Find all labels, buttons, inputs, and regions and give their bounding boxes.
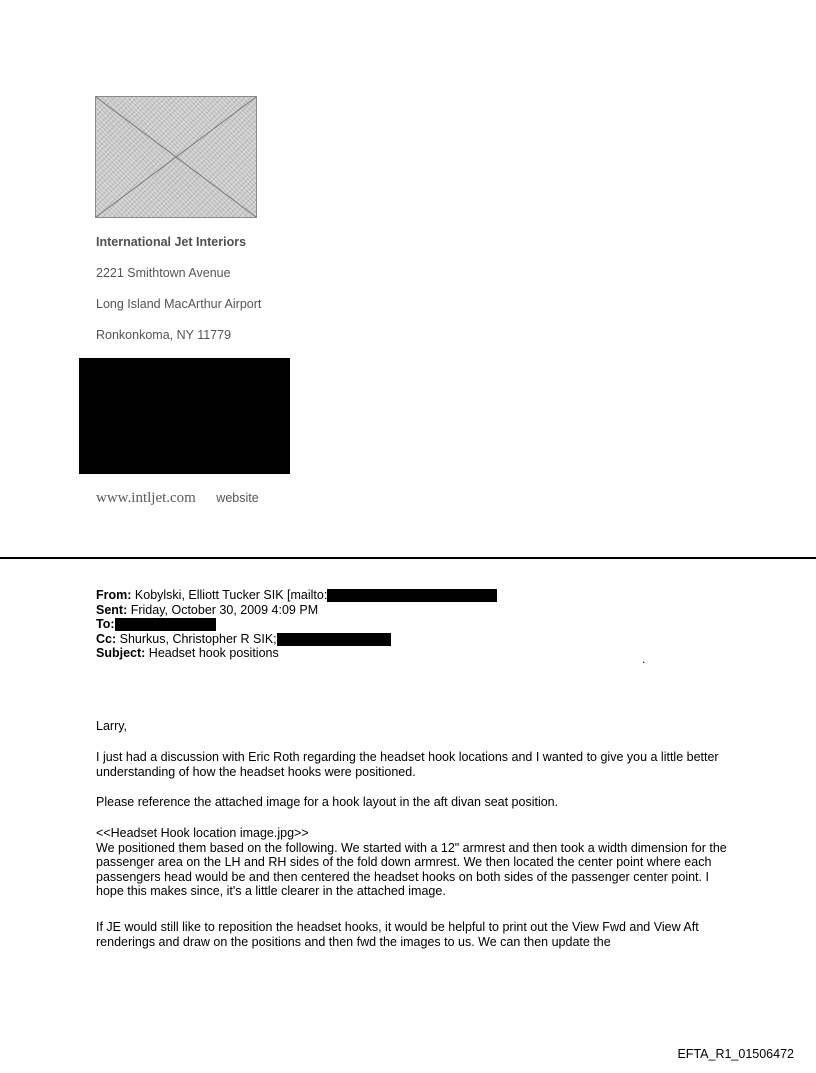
header-sent-row xyxy=(96,603,497,618)
signature-website-row xyxy=(96,489,259,507)
signature-city: Ronkonkoma, NY 11779 xyxy=(96,328,232,342)
email-salutation: Larry, xyxy=(96,719,128,733)
from-label: From: xyxy=(96,588,132,602)
signature-street: 2221 Smithtown Avenue xyxy=(96,266,231,280)
email-paragraph-2: Please reference the attached image for a hook layout in the aft divan seat position. xyxy=(96,795,559,809)
email-paragraph-4: If JE would still like to reposition the headset hooks, it would be helpful to print out the View Fwd and View Aft renderings and draw on the positions and then fwd the images to us. We can then update the xyxy=(96,920,699,949)
from-value: Kobylski, Elliott Tucker SIK [mailto: xyxy=(134,588,328,602)
attachment-reference[interactable]: <<Headset Hook location image.jpg>> xyxy=(96,826,309,840)
broken-image-placeholder xyxy=(95,96,257,218)
redaction-from-email xyxy=(327,589,497,602)
header-from-row xyxy=(96,588,497,603)
subject-value: Headset hook positions xyxy=(148,646,279,660)
redaction-cc-email xyxy=(277,633,391,646)
stray-mark: . xyxy=(642,652,646,666)
header-subject-row xyxy=(96,646,497,661)
signature-company: International Jet Interiors xyxy=(96,235,247,249)
to-label: To: xyxy=(96,617,115,631)
cc-label: Cc: xyxy=(96,631,117,646)
redaction-block xyxy=(79,358,290,474)
email-paragraph-3 xyxy=(96,826,736,899)
redaction-to-email xyxy=(115,618,216,631)
sent-label: Sent: xyxy=(96,602,128,617)
subject-label: Subject: xyxy=(96,646,146,660)
header-cc-row xyxy=(96,632,497,647)
section-divider xyxy=(0,557,816,559)
cc-value: Shurkus, Christopher R SIK; xyxy=(119,631,277,646)
sent-value: Friday, October 30, 2009 4:09 PM xyxy=(130,602,319,617)
document-id: EFTA_R1_01506472 xyxy=(677,1047,794,1061)
website-link[interactable]: www.intljet.com xyxy=(96,490,196,506)
email-paragraph-1: I just had a discussion with Eric Roth regarding the headset hook locations and I wanted to give you a little better understanding of how the headset hooks were positioned. xyxy=(96,750,719,779)
website-label: website xyxy=(216,491,259,505)
broken-image-icon xyxy=(96,97,256,217)
signature-airport: Long Island MacArthur Airport xyxy=(96,297,262,311)
email-header xyxy=(96,588,497,661)
header-to-row xyxy=(96,617,497,632)
paragraph-3-text: We positioned them based on the following. We started with a 12" armrest and then took a width dimension for the passenger area on the LH and RH sides of the fold down armrest. We then located the center point where each passengers head would be and then centered the headset hooks on both sides of the passenger center point. I hope this makes since, it's a little clearer in the attached image. xyxy=(96,840,727,898)
